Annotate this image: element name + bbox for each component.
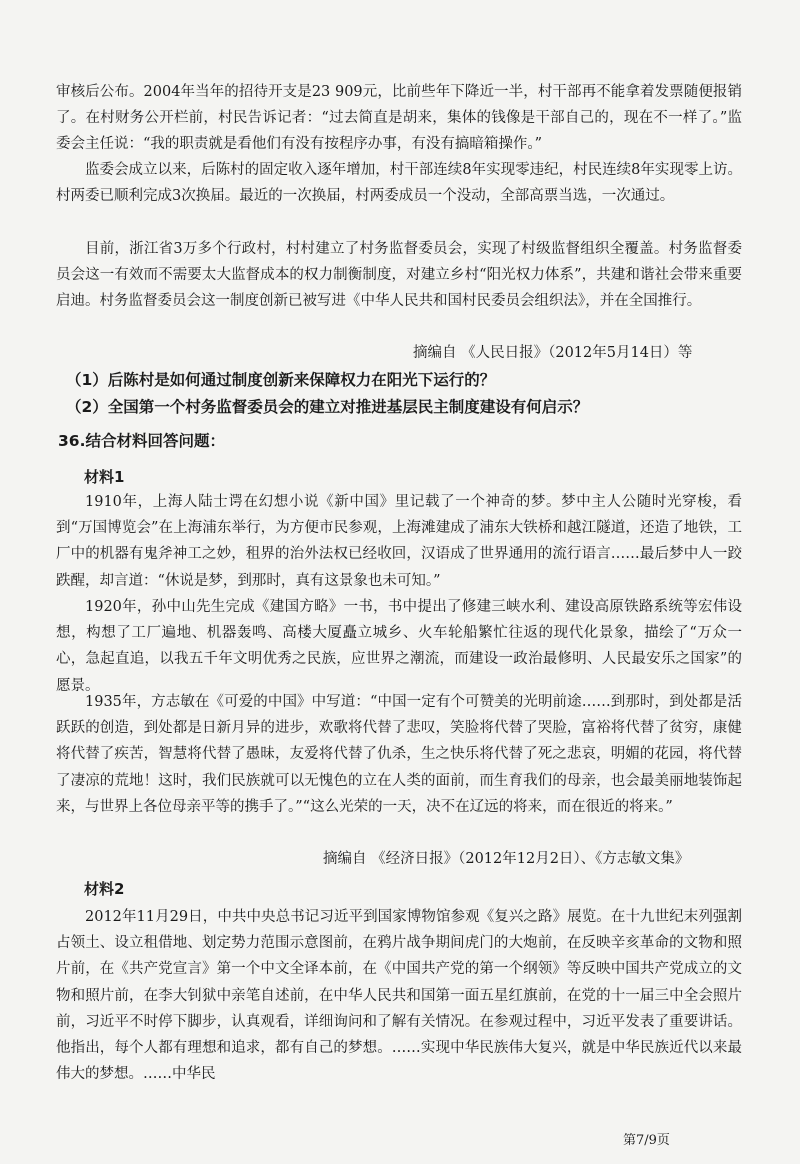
paragraph-committee-results: 监委会成立以来，后陈村的固定收入逐年增加，村干部连续8年实现零违纪，村民连续8年实现零上访。村两委已顺利完成3次换届。最近的一次换届，村两委成员一个没动，全部高票当选，一次通过。 (56, 162, 742, 205)
material-1-paragraph-1920: 1920年，孙中山先生完成《建国方略》一书，书中提出了修建三峡水利、建设高原铁路系统等宏伟设想，构想了工厂遍地、机器轰鸣、高楼大厦矗立城乡、火车轮船繁忙往返的现代化景象，描绘了“万众一心，急起直追，以我五千年文明优秀之民族，应世界之潮流，而建设一政治最修明、人民最安乐之国家”的愿景。 (56, 599, 742, 694)
paragraph-audit-results: 审核后公布。2004年当年的招待开支是23 909元，比前些年下降近一半，村干部再不能拿着发票随便报销了。在村财务公开栏前，村民告诉记者：“过去简直是胡来，集体的钱像是干部自己的，现在不一样了。”监委会主任说：“我的职责就是看他们有没有按程序办事，有没有搞暗箱操作。” (56, 84, 742, 153)
source-citation-1: 摘编自 《人民日报》（2012年5月14日）等 (413, 345, 693, 361)
paragraph-zhejiang-rollout: 目前，浙江省3万多个行政村，村村建立了村务监督委员会，实现了村级监督组织全覆盖。村务监督委员会这一有效而不需要太大监督成本的权力制衡制度，对建立乡村“阳光权力体系”，共建和谐社会带来重要启迪。村务监督委员会这一制度创新已被写进《中华人民共和国村民委员会组织法》，并在全国推行。 (56, 241, 742, 310)
question-2: （2）全国第一个村务监督委员会的建立对推进基层民主制度建设有何启示？ (66, 398, 589, 416)
page-number: 第7/9页 (623, 1133, 670, 1148)
material-1-title: 材料1 (84, 468, 125, 486)
source-citation-2: 摘编自 《经济日报》（2012年12月2日）、《方志敏文集》 (323, 851, 690, 867)
material-1-paragraph-1910: 1910年，上海人陆士谔在幻想小说《新中国》里记载了一个神奇的梦。梦中主人公随时光穿梭，看到“万国博览会”在上海浦东举行，为方便市民参观，上海滩建成了浦东大铁桥和越江隧道，还造了地铁，工厂中的机器有鬼斧神工之妙，租界的治外法权已经收回，汉语成了世界通用的流行语言……最后梦中人一跤跌醒，却言道：“休说是梦，到那时，真有这景象也未可知。” (56, 494, 742, 589)
material-1-paragraph-1935: 1935年，方志敏在《可爱的中国》中写道：“中国一定有个可赞美的光明前途……到那时，到处都是活跃跃的创造，到处都是日新月异的进步，欢歌将代替了悲叹，笑脸将代替了哭脸，富裕将代替了贫穷，康健将代替了疾苦，智慧将代替了愚昧，友爱将代替了仇杀，生之快乐将代替了死之悲哀，明媚的花园，将代替了凄凉的荒地！这时，我们民族就可以无愧色的立在人类的面前，而生育我们的母亲，也会最美丽地装饰起来，与世界上各位母亲平等的携手了。”“这么光荣的一天，决不在辽远的将来，而在很近的将来。” (56, 694, 742, 815)
material-2-paragraph: 2012年11月29日，中共中央总书记习近平到国家博物馆参观《复兴之路》展览。在十九世纪末列强割占领土、设立租借地、划定势力范围示意图前，在鸦片战争期间虎门的大炮前，在反映辛亥革命的文物和照片前，在《共产党宣言》第一个中文全译本前，在《中国共产党的第一个纲领》等反映中国共产党成立的文物和照片前，在李大钊狱中亲笔自述前，在中华人民共和国第一面五星红旗前，在党的十一届三中全会照片前，习近平不时停下脚步，认真观看，详细询问和了解有关情况。在参观过程中，习近平发表了重要讲话。他指出，每个人都有理想和追求，都有自己的梦想。……实现中华民族伟大复兴，就是中华民族近代以来最伟大的梦想。……中华民 (56, 909, 742, 1083)
question-1: （1）后陈村是如何通过制度创新来保障权力在阳光下运行的？ (66, 371, 496, 389)
question-36-heading: 36.结合材料回答问题： (58, 432, 225, 450)
material-2-title: 材料2 (84, 880, 125, 898)
